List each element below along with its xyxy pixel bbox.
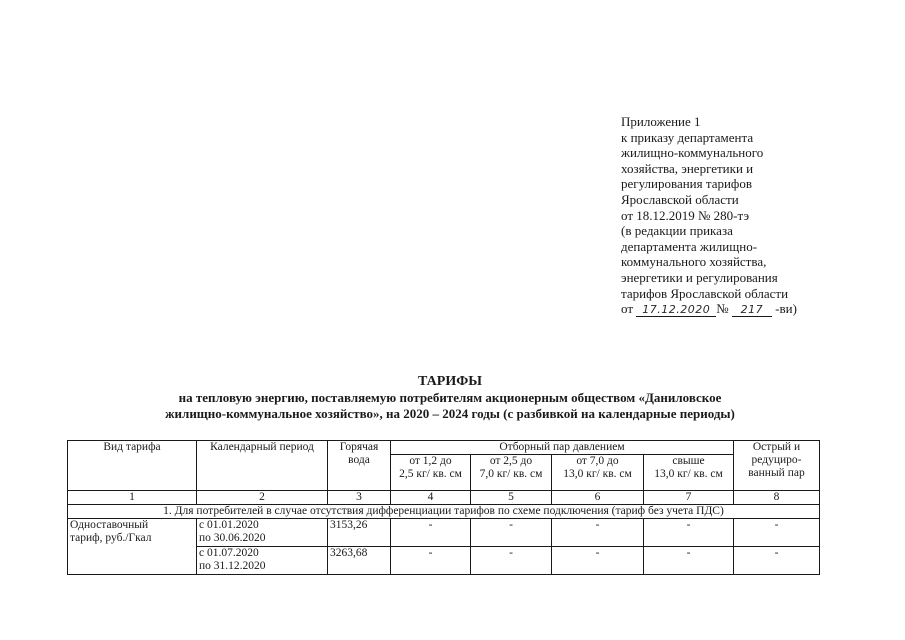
column-number: 2 [197, 491, 328, 505]
header-steam-3 [552, 455, 644, 491]
steam-value: - [471, 519, 552, 547]
steam-value: - [552, 519, 644, 547]
header-steam-2-line-1: от 2,5 до [489, 455, 533, 467]
appendix-line: хозяйства, энергетики и [621, 160, 754, 176]
number-sign: № [716, 301, 729, 317]
appendix-line: жилищно-коммунального [621, 145, 764, 161]
appendix-line: департамента жилищно- [621, 238, 758, 254]
appendix-line: (в редакции приказа [621, 223, 733, 239]
steam-value: - [734, 547, 820, 575]
document-heading [100, 374, 800, 421]
period-to: по 30.06.2020 [199, 532, 266, 544]
steam-value: - [644, 547, 734, 575]
header-sharp-line-1: Острый и [752, 441, 801, 453]
column-number: 1 [68, 491, 197, 505]
appendix-line: Ярославской области [621, 191, 739, 207]
appendix-line: тарифов Ярославской области [621, 285, 789, 301]
header-steam-4-line-2: 13,0 кг/ кв. см [654, 468, 723, 480]
header-steam-3-line-1: от 7,0 до [576, 455, 619, 467]
header-hot-water [328, 441, 391, 491]
appendix-last-line [621, 301, 901, 317]
header-steam-1-line-2: 2,5 кг/ кв. см [399, 468, 462, 480]
steam-value: - [391, 519, 471, 547]
appendix-line: регулирования тарифов [621, 176, 752, 192]
period-from: с 01.07.2020 [199, 547, 259, 559]
header-hot-water-line-1: Горячая [339, 441, 379, 453]
section-title: 1. Для потребителей в случае отсутствия дифференциации тарифов по схеме подключения (тариф без учета ПДС) [68, 505, 820, 519]
header-steam-4 [644, 455, 734, 491]
header-steam-2 [471, 455, 552, 491]
document-subtitle-line-2: жилищно-коммунальное хозяйство», на 2020 – 2024 годы (с разбивкой на календарные периоды) [165, 405, 735, 421]
handwritten-number: 217 [732, 303, 772, 317]
appendix-line: к приказу департамента [621, 129, 754, 145]
tariff-name-line-2: тариф, руб./Гкал [70, 532, 152, 544]
period-to: по 31.12.2020 [199, 560, 266, 572]
steam-value: - [471, 547, 552, 575]
tariff-name-line-1: Одноставочный [70, 519, 149, 531]
document-subtitle-line-1: на тепловую энергию, поставляемую потребителям акционерным обществом «Даниловское [178, 390, 722, 405]
header-steam-2-line-2: 7,0 кг/ кв. см [479, 468, 543, 480]
column-number: 5 [471, 491, 552, 505]
period-cell [197, 519, 328, 547]
section-row [68, 505, 820, 519]
header-steam-1 [391, 455, 471, 491]
document-title: ТАРИФЫ [418, 374, 482, 389]
header-steam-4-line-1: свыше [672, 455, 705, 467]
header-steam-group: Отборный пар давлением [391, 441, 734, 455]
header-sharp-steam [734, 441, 820, 491]
steam-value: - [391, 547, 471, 575]
header-sharp-line-2: редуциро- [751, 454, 802, 466]
column-number: 7 [644, 491, 734, 505]
appendix-last-prefix: от [621, 301, 634, 317]
header-steam-1-line-1: от 1,2 до [409, 455, 452, 467]
appendix-last-suffix: -ви) [775, 301, 797, 317]
steam-value: - [552, 547, 644, 575]
column-number: 4 [391, 491, 471, 505]
header-sharp-line-3: ванный пар [748, 467, 805, 479]
appendix-line: коммунального хозяйства, [621, 254, 767, 270]
tariffs-table [67, 440, 820, 575]
tariff-name [68, 519, 197, 575]
column-number: 3 [328, 491, 391, 505]
header-hot-water-line-2: вода [348, 454, 370, 466]
table-row [68, 519, 820, 547]
column-number: 8 [734, 491, 820, 505]
appendix-line: энергетики и регулирования [621, 269, 778, 285]
header-calendar-period: Календарный период [197, 441, 328, 491]
handwritten-date: 17.12.2020 [636, 303, 716, 317]
appendix-block [621, 114, 901, 317]
steam-value: - [644, 519, 734, 547]
column-numbers-row [68, 491, 820, 505]
appendix-line: от 18.12.2019 № 280-тэ [621, 207, 750, 223]
hot-water-value: 3153,26 [328, 519, 391, 547]
hot-water-value: 3263,68 [328, 547, 391, 575]
header-tariff-type: Вид тарифа [68, 441, 197, 491]
column-number: 6 [552, 491, 644, 505]
header-steam-3-line-2: 13,0 кг/ кв. см [563, 468, 632, 480]
period-from: с 01.01.2020 [199, 519, 259, 531]
period-cell [197, 547, 328, 575]
steam-value: - [734, 519, 820, 547]
table-header-row [68, 441, 820, 455]
appendix-line: Приложение 1 [621, 114, 701, 129]
